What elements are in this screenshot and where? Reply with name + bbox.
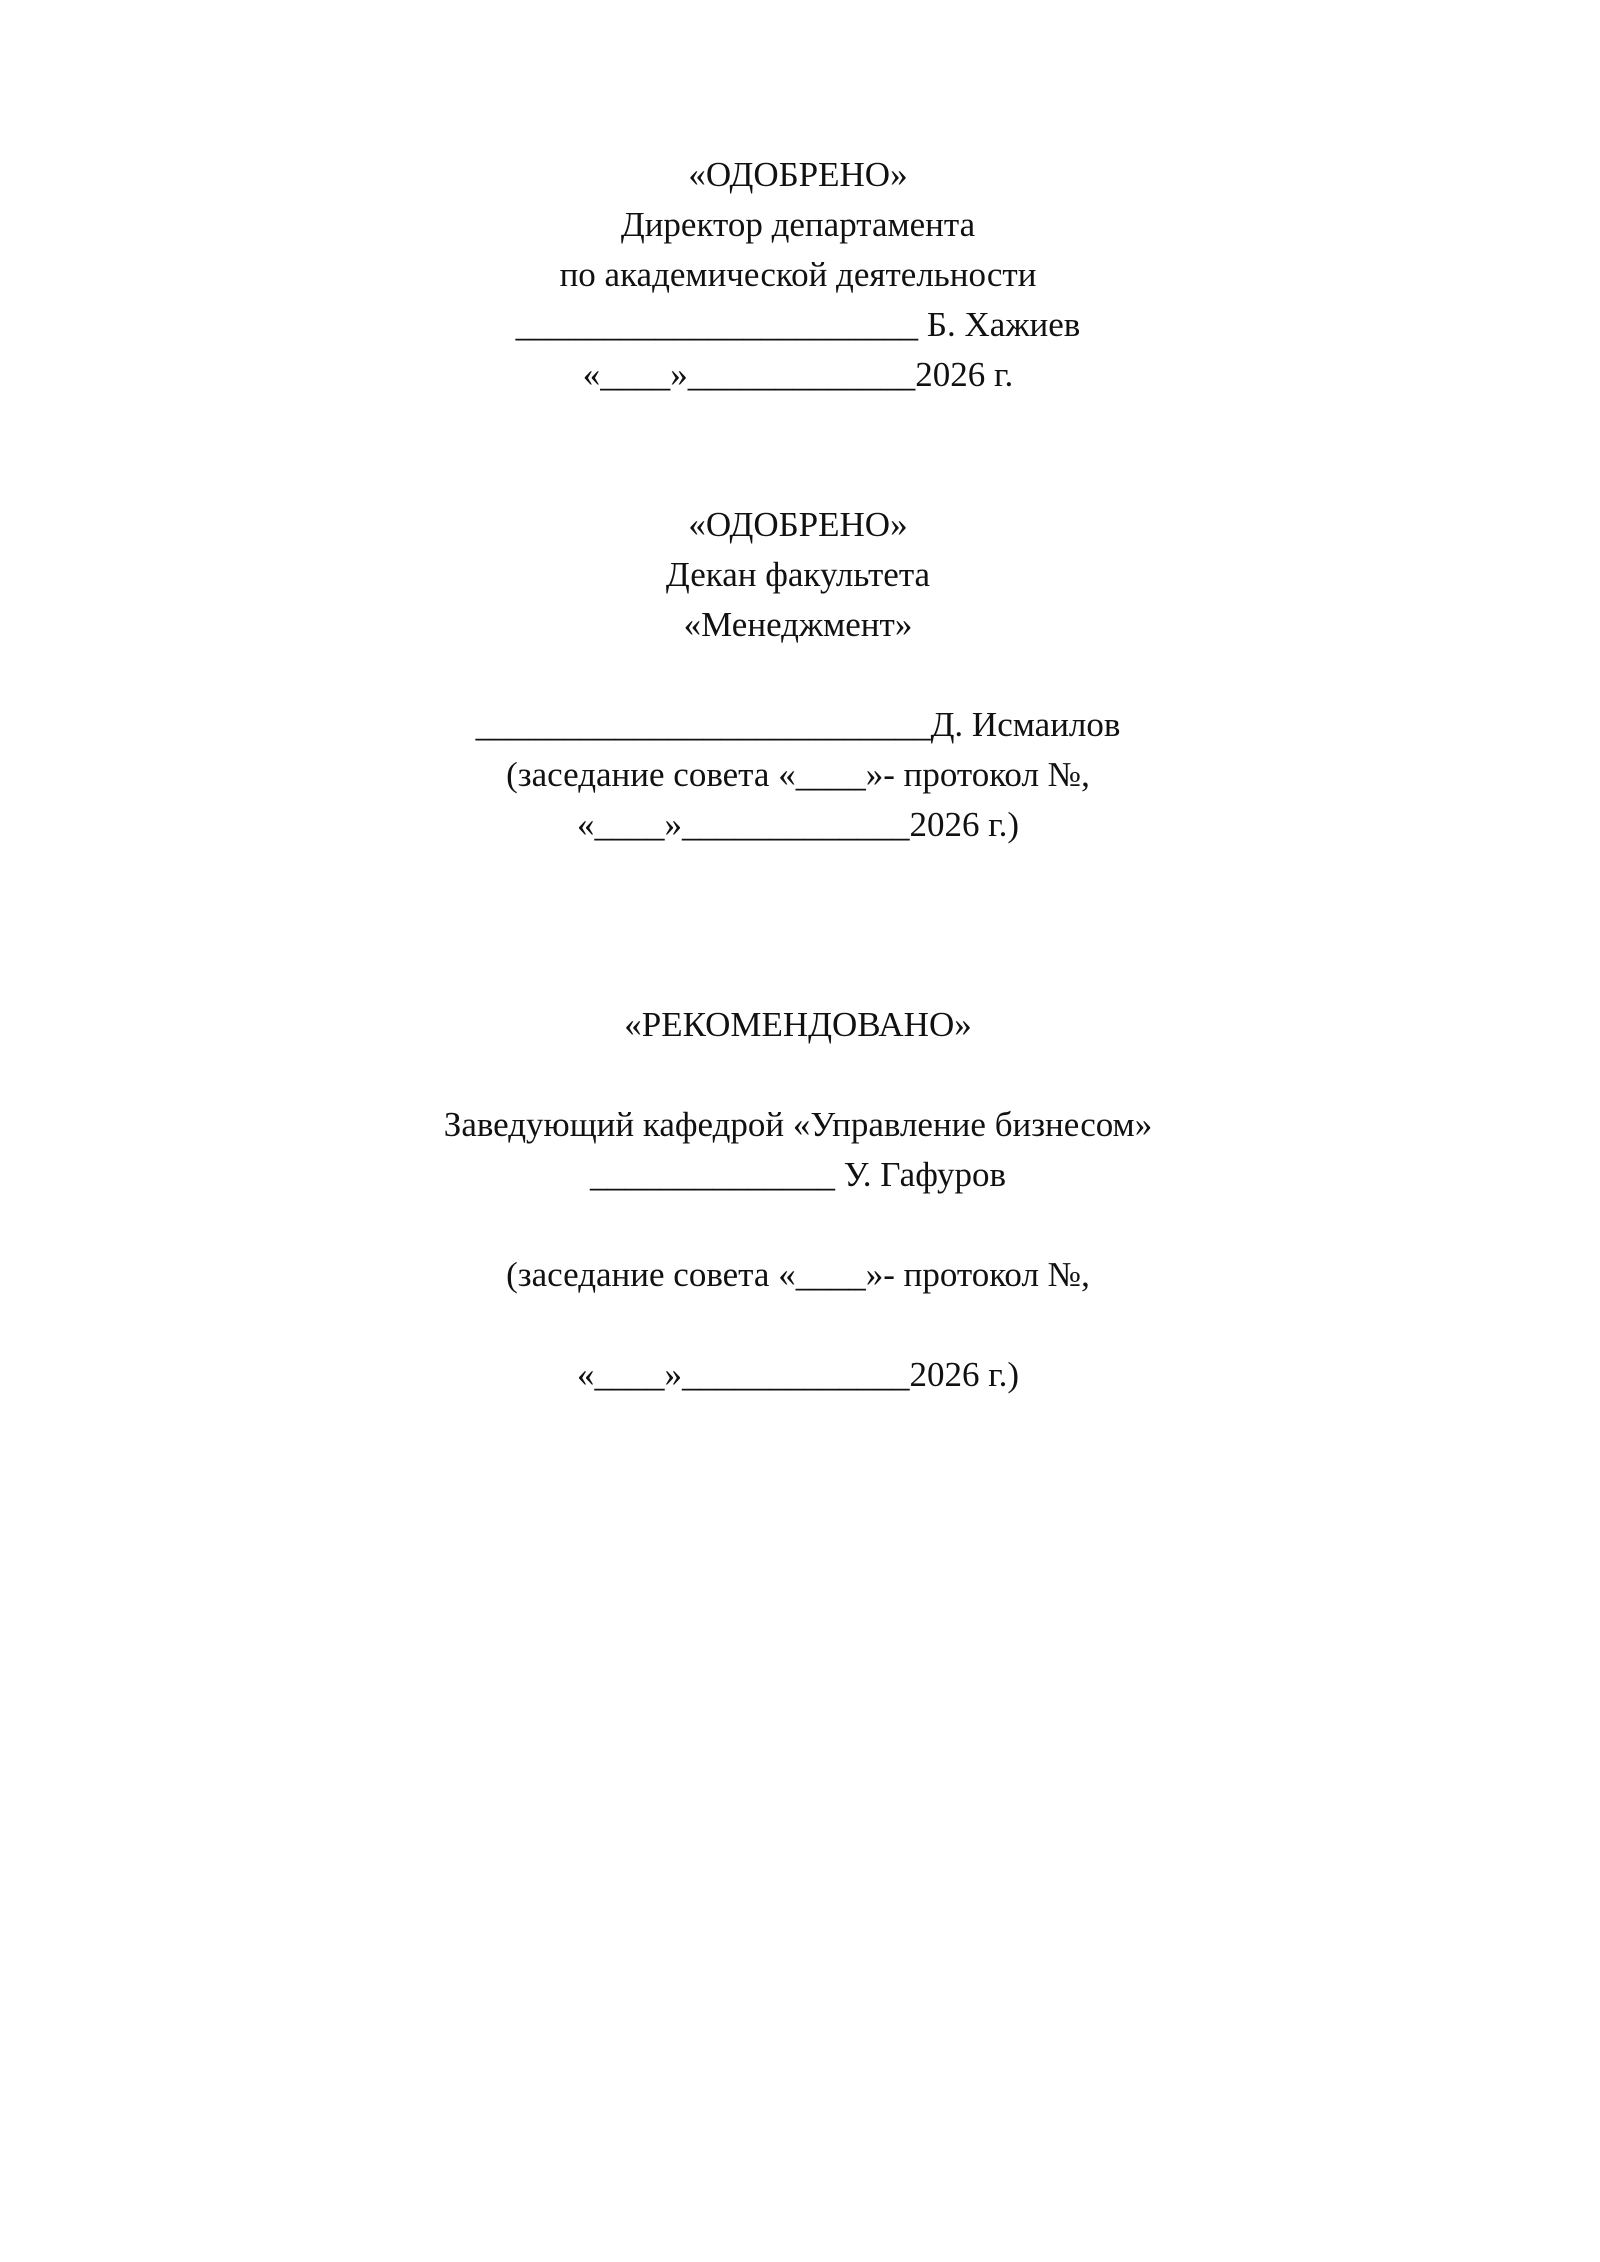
dean-position-line2: «Менеджмент» <box>683 605 913 644</box>
dean-date-line: «____»_____________2026 г.) <box>576 805 1020 844</box>
head-council-line: (заседание совета «____»- протокол №, <box>506 1255 1090 1294</box>
director-position-line2: по академической деятельности <box>559 255 1037 294</box>
director-position-line1: Директор департамента <box>620 205 976 244</box>
director-signature-line: _______________________ Б. Хажиев <box>515 305 1081 344</box>
head-position-line: Заведующий кафедрой «Управление бизнесом» <box>443 1105 1153 1144</box>
dean-council-line: (заседание совета «____»- протокол №, <box>506 755 1090 794</box>
dean-approval-heading: «ОДОБРЕНО» <box>688 505 908 544</box>
dean-position-line1: Декан факультета <box>665 555 931 594</box>
dean-signature-line: __________________________Д. Исмаилов <box>475 705 1121 744</box>
director-date-line: «____»_____________2026 г. <box>582 355 1014 394</box>
director-approval-heading: «ОДОБРЕНО» <box>688 155 908 194</box>
head-signature-line: ______________ У. Гафуров <box>589 1155 1007 1194</box>
head-recommendation-heading: «РЕКОМЕНДОВАНО» <box>624 1005 972 1044</box>
head-date-line: «____»_____________2026 г.) <box>576 1355 1020 1394</box>
